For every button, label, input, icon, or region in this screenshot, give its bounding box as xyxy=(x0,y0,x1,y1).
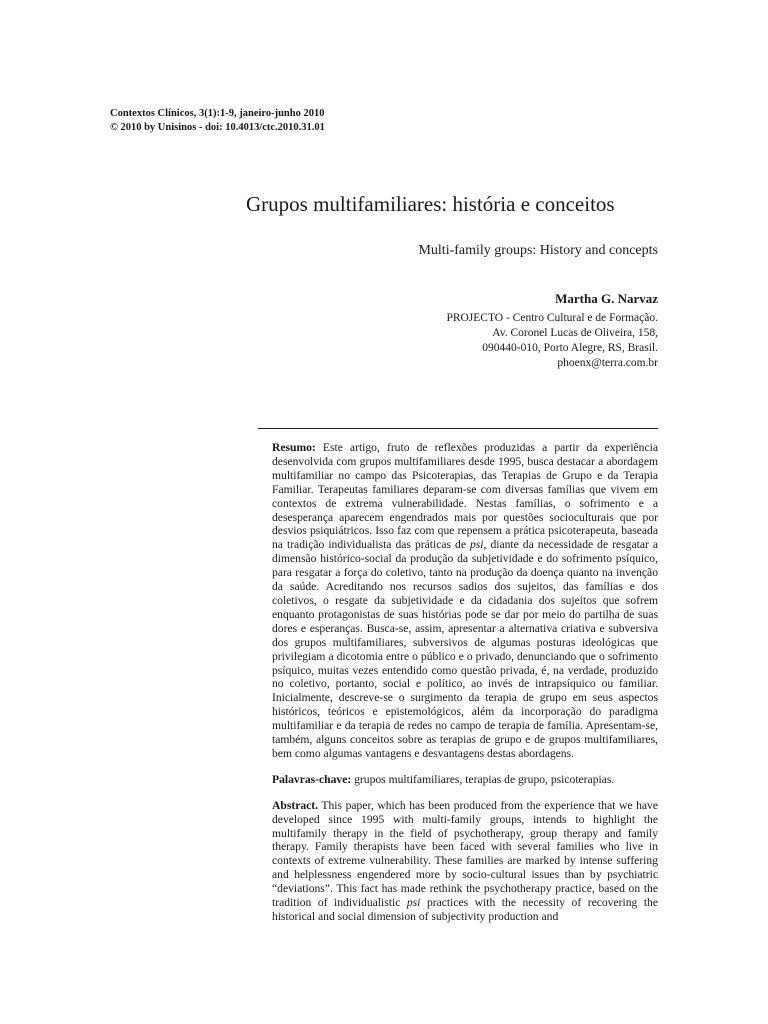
keywords-paragraph xyxy=(272,773,658,787)
affiliation-line: Av. Coronel Lucas de Oliveira, 158, xyxy=(492,327,658,339)
resumo-paragraph xyxy=(272,441,658,761)
abstract-paragraph xyxy=(272,799,658,924)
affiliation-line: PROJECTO - Centro Cultural e de Formação. xyxy=(446,312,658,324)
author-affiliation xyxy=(318,311,658,371)
author-email: phoenx@terra.com.br xyxy=(557,357,658,369)
article-title: Grupos multifamiliares: história e conceitos xyxy=(246,192,615,216)
resumo-text: Este artigo, fruto de reflexões produzidas a partir da experiência desenvolvida com grupos multifamiliares desde 1995, busca destacar a abordagem multifamiliar no campo das Psicoterapias, das Terapias de Grupo e da Terapia Familiar. Terapeutas familiares deparam-se com diversas famílias que vivem em contextos de extrema vulnerabilidade. Nestas famílias, o sofrimento e a desesperança aparecem engendrados mais por questões socioculturais que por desvios psiquiátricos. Isso faz com que repensem a prática psicoterapeuta, baseada na tradição individualista das práticas de xyxy=(272,441,658,552)
resumo-label: Resumo: xyxy=(272,441,316,454)
keywords-text: grupos multifamiliares, terapias de grupo, psicoterapias. xyxy=(354,772,615,786)
resumo-text: , diante da necessidade de resgatar a dimensão histórico-social da produção da subjetividade e do sofrimento psíquico, para resgatar a força do coletivo, tanto na produção da doença quanto na invenção da saúde. Acreditando nos recursos sadios dos sujeitos, das famílias e dos coletivos, o resgate da subjetividade e da cidadania dos sujeitos que sofrem enquanto protagonistas de suas histórias pode se dar por meio do partilha de suas dores e esperanças. Busca-se, assim, apresentar a alternativa criativa e subversiva dos grupos multifamiliares, subversivos de algumas posturas ideológicas que privilegiam a dicotomia entre o público e o privado, denunciando que o sofrimento psíquico, muitas vezes entendido como questão privada, é, na verdade, produzido no coletivo, portanto, social e político, ao invés de intrapsíquico ou familiar. Inicialmente, descreve-se o surgimento da terapia de grupo em seus aspectos históricos, teóricos e epistemológicos, além da incorporação do paradigma multifamiliar e da terapia de redes no campo de terapia de família. Apresentam-se, também, alguns conceitos sobre as terapias de grupo e de grupos multifamiliares, bem como algumas vantagens e desvantagens destas abordagens. xyxy=(272,538,658,760)
abstract-column xyxy=(272,441,658,936)
author-name: Martha G. Narvaz xyxy=(555,291,658,306)
journal-header xyxy=(110,107,325,134)
keywords-label: Palavras-chave: xyxy=(272,772,352,786)
journal-citation: Contextos Clínicos, 3(1):1-9, janeiro-junho 2010 xyxy=(110,108,325,119)
abstract-text: practices with the necessity of recovering the historical and social dimension of subjectivity production and xyxy=(272,896,658,923)
resumo-emphasis: psi xyxy=(470,538,484,552)
article-subtitle: Multi-family groups: History and concepts xyxy=(418,243,658,258)
affiliation-line: 090440-010, Porto Alegre, RS, Brasil. xyxy=(482,342,658,354)
abstract-label: Abstract. xyxy=(272,798,319,812)
abstract-text: This paper, which has been produced from the experience that we have developed since 1995 with multi-family groups, intends to highlight the multifamily therapy in the field of psychotherapy, group therapy and family therapy. Family therapists have been faced with several families who live in contexts of extreme vulnerability. These families are marked by intense suffering and helplessness engendered more by socio-cultural issues than by psychiatric “deviations”. This fact has made rethink the psychotherapy practice, based on the tradition of individualistic xyxy=(272,798,658,910)
journal-doi: © 2010 by Unisinos - doi: 10.4013/ctc.2010.31.01 xyxy=(110,121,325,133)
section-divider xyxy=(258,428,658,429)
abstract-emphasis: psi xyxy=(406,896,421,910)
